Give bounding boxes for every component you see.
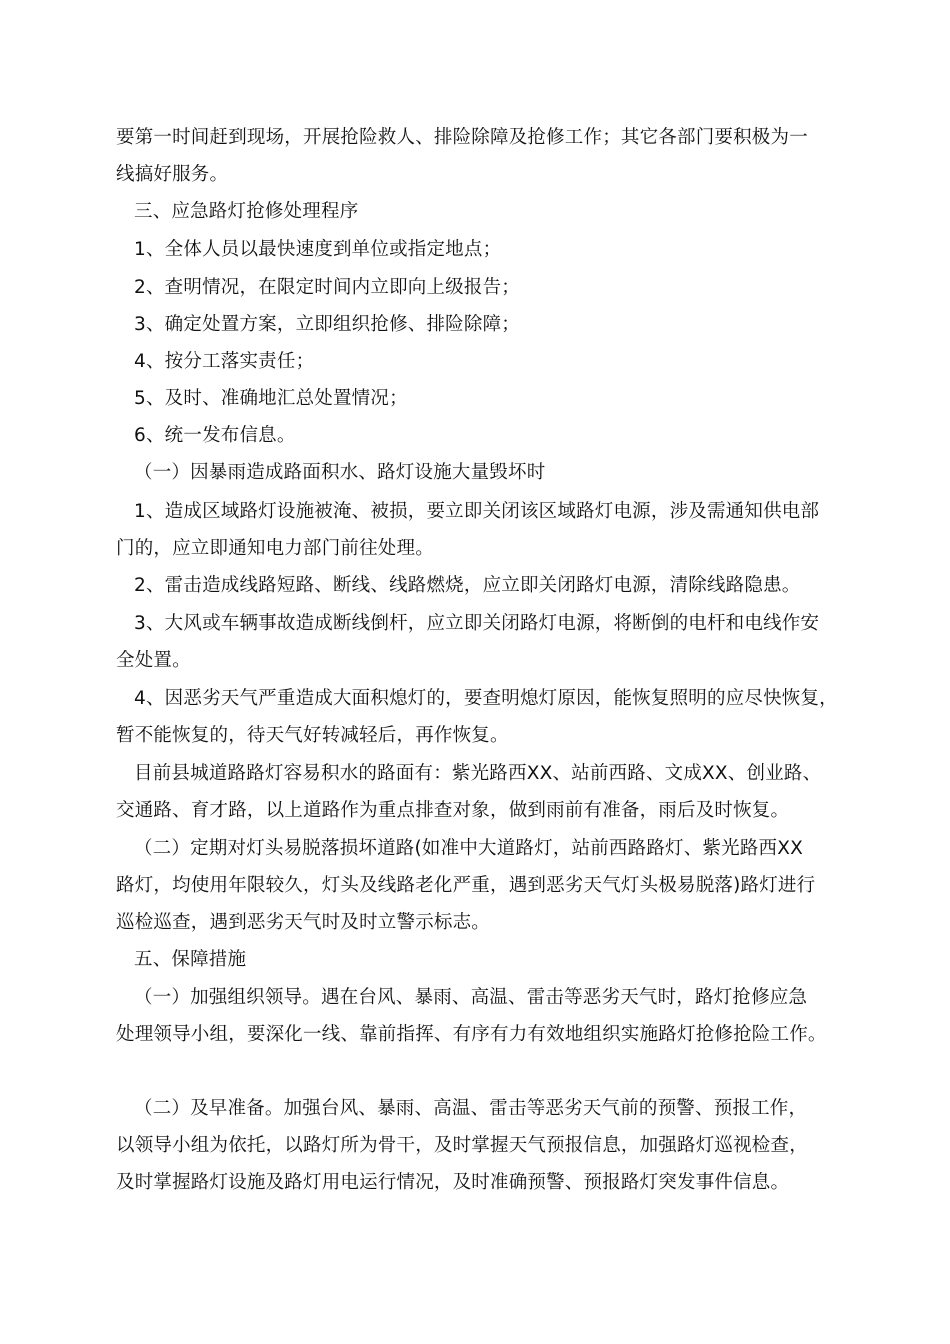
list-item: 1、造成区域路灯设施被淹、被损，要立即关闭该区域路灯电源，涉及需通知供电部: [134, 501, 820, 522]
list-item: 5、及时、准确地汇总处置情况；: [134, 388, 408, 409]
subsection-heading: （一）加强组织领导。遇在台风、暴雨、高温、雷击等恶劣天气时，路灯抢修应急: [134, 987, 808, 1008]
paragraph-line: 处理领导小组，要深化一线、靠前指挥、有序有力有效地组织实施路灯抢修抢险工作。: [116, 1024, 827, 1045]
paragraph-line: 线搞好服务。: [116, 164, 229, 185]
paragraph-line: 巡检巡查，遇到恶劣天气时及时立警示标志。: [116, 912, 491, 933]
list-item: 1、全体人员以最快速度到单位或指定地点；: [134, 239, 502, 260]
paragraph-line: 交通路、育才路，以上道路作为重点排查对象，做到雨前有准备，雨后及时恢复。: [116, 800, 790, 821]
list-item: 2、雷击造成线路短路、断线、线路燃烧，应立即关闭路灯电源，清除线路隐患。: [134, 575, 801, 596]
list-item: 2、查明情况，在限定时间内立即向上级报告；: [134, 277, 520, 298]
section-heading: 五、保障措施: [134, 949, 247, 970]
paragraph-line: 路灯，均使用年限较久，灯头及线路老化严重，遇到恶劣天气灯头极易脱落)路灯进行: [116, 875, 816, 896]
subsection-heading: （二）定期对灯头易脱落损坏道路(如准中大道路灯，站前西路路灯、紫光路西XX: [134, 838, 803, 859]
list-item: 3、确定处置方案，立即组织抢修、排险除障；: [134, 314, 520, 335]
paragraph-line: 门的，应立即通知电力部门前往处理。: [116, 538, 434, 559]
paragraph-line: 暂不能恢复的，待天气好转减轻后，再作恢复。: [116, 725, 509, 746]
list-item: 6、统一发布信息。: [134, 425, 296, 446]
paragraph-line: 目前县城道路路灯容易积水的路面有：紫光路西XX、站前西路、文成XX、创业路、: [134, 763, 822, 784]
list-item: 3、大风或车辆事故造成断线倒杆，应立即关闭路灯电源，将断倒的电杆和电线作安: [134, 613, 820, 634]
paragraph-line: 要第一时间赶到现场，开展抢险救人、排险除障及抢修工作；其它各部门要积极为一: [116, 127, 808, 148]
subsection-heading: （一）因暴雨造成路面积水、路灯设施大量毁坏时: [134, 462, 546, 483]
section-heading: 三、应急路灯抢修处理程序: [134, 201, 359, 222]
paragraph-line: 全处置。: [116, 650, 191, 671]
list-item: 4、按分工落实责任；: [134, 351, 315, 372]
paragraph-line: 以领导小组为依托，以路灯所为骨干，及时掌握天气预报信息，加强路灯巡视检查，: [116, 1135, 808, 1156]
list-item: 4、因恶劣天气严重造成大面积熄灯的，要查明熄灯原因，能恢复照明的应尽快恢复，: [134, 688, 838, 709]
paragraph-line: 及时掌握路灯设施及路灯用电运行情况，及时准确预警、预报路灯突发事件信息。: [116, 1172, 790, 1193]
subsection-heading: （二）及早准备。加强台风、暴雨、高温、雷击等恶劣天气前的预警、预报工作，: [134, 1098, 808, 1119]
